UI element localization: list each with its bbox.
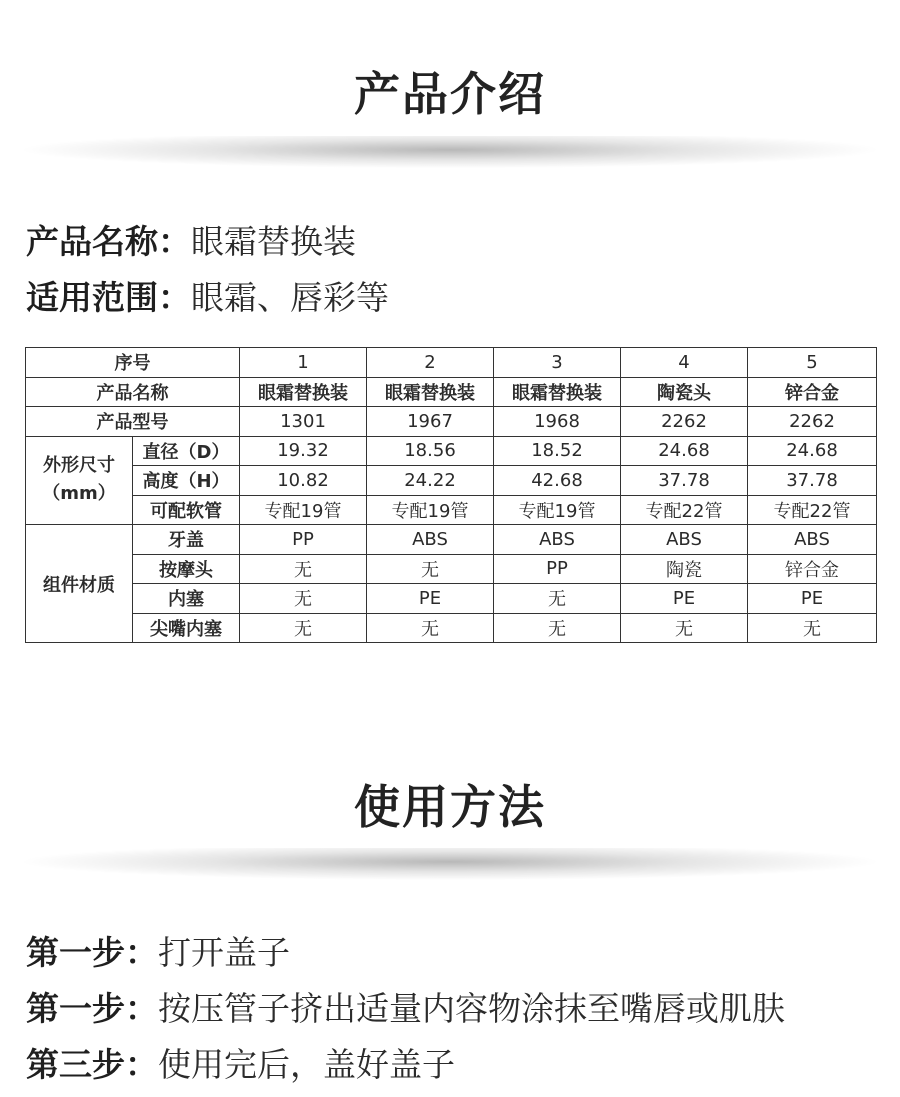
step-text: 按压管子挤出适量内容物涂抹至嘴唇或肌肤 <box>158 989 785 1028</box>
row-label-height: 高度（H） <box>133 466 240 496</box>
table-cell: PE <box>367 584 494 614</box>
group-label-size-line2: （mm） <box>42 483 116 505</box>
table-cell: 专配22管 <box>621 495 748 525</box>
table-cell: 1967 <box>367 407 494 437</box>
table-row <box>26 407 877 437</box>
row-label-serial: 序号 <box>26 348 240 378</box>
step-text: 打开盖子 <box>158 933 290 972</box>
table-cell: 1968 <box>494 407 621 437</box>
step-text: 使用完后，盖好盖子 <box>158 1045 455 1084</box>
usage-step <box>26 1039 455 1086</box>
table-cell: ABS <box>367 525 494 555</box>
table-row <box>26 436 877 466</box>
table-cell: 1301 <box>240 407 367 437</box>
scope-value: 眼霜、唇彩等 <box>191 278 389 317</box>
table-row <box>26 466 877 496</box>
table-cell: 无 <box>494 613 621 643</box>
table-cell: 陶瓷 <box>621 554 748 584</box>
title-shadow-divider <box>20 848 880 894</box>
spec-table <box>25 347 877 643</box>
table-cell: 专配22管 <box>748 495 877 525</box>
scope-label: 适用范围： <box>26 278 191 317</box>
table-cell: 无 <box>240 554 367 584</box>
table-cell: 5 <box>748 348 877 378</box>
table-cell: 无 <box>748 613 877 643</box>
table-cell: 3 <box>494 348 621 378</box>
table-cell: 锌合金 <box>748 377 877 407</box>
table-cell: ABS <box>494 525 621 555</box>
table-cell: 眼霜替换装 <box>494 377 621 407</box>
table-cell: 37.78 <box>621 466 748 496</box>
table-cell: 无 <box>367 554 494 584</box>
table-cell: 专配19管 <box>494 495 621 525</box>
table-cell: 陶瓷头 <box>621 377 748 407</box>
step-label: 第三步： <box>26 1045 158 1084</box>
table-cell: 37.78 <box>748 466 877 496</box>
table-cell: 2 <box>367 348 494 378</box>
table-row <box>26 525 877 555</box>
group-label-size-line1: 外形尺寸 <box>43 455 115 477</box>
group-label-size <box>26 436 133 525</box>
table-cell: 10.82 <box>240 466 367 496</box>
row-label-diameter: 直径（D） <box>133 436 240 466</box>
table-row <box>26 613 877 643</box>
table-cell: 1 <box>240 348 367 378</box>
table-cell: 专配19管 <box>240 495 367 525</box>
table-cell: 2262 <box>621 407 748 437</box>
table-cell: PP <box>240 525 367 555</box>
table-cell: PE <box>621 584 748 614</box>
table-cell: 4 <box>621 348 748 378</box>
table-cell: 眼霜替换装 <box>240 377 367 407</box>
product-name-line <box>26 216 356 263</box>
row-label-cap: 牙盖 <box>133 525 240 555</box>
title-shadow-divider <box>20 136 880 182</box>
table-row <box>26 348 877 378</box>
section-title-usage: 使用方法 <box>354 780 546 834</box>
table-cell: 无 <box>621 613 748 643</box>
table-cell: 无 <box>494 584 621 614</box>
table-cell: ABS <box>621 525 748 555</box>
table-cell: 24.22 <box>367 466 494 496</box>
group-label-material: 组件材质 <box>26 525 133 643</box>
table-cell: 无 <box>367 613 494 643</box>
product-name-value: 眼霜替换装 <box>191 222 356 261</box>
product-name-label: 产品名称： <box>26 222 191 261</box>
table-cell: 无 <box>240 584 367 614</box>
table-cell: PP <box>494 554 621 584</box>
table-row <box>26 495 877 525</box>
table-cell: 42.68 <box>494 466 621 496</box>
row-label-tip-plug: 尖嘴内塞 <box>133 613 240 643</box>
row-label-name: 产品名称 <box>26 377 240 407</box>
table-cell: 专配19管 <box>367 495 494 525</box>
table-cell: 锌合金 <box>748 554 877 584</box>
usage-step <box>26 927 290 974</box>
table-cell: 24.68 <box>748 436 877 466</box>
table-cell: 18.56 <box>367 436 494 466</box>
section-title-intro: 产品介绍 <box>354 67 546 121</box>
row-label-model: 产品型号 <box>26 407 240 437</box>
usage-step <box>26 983 785 1030</box>
step-label: 第一步： <box>26 989 158 1028</box>
table-row <box>26 554 877 584</box>
table-cell: 2262 <box>748 407 877 437</box>
row-label-plug: 内塞 <box>133 584 240 614</box>
step-label: 第一步： <box>26 933 158 972</box>
table-cell: 24.68 <box>621 436 748 466</box>
row-label-tube: 可配软管 <box>133 495 240 525</box>
table-cell: ABS <box>748 525 877 555</box>
table-row <box>26 584 877 614</box>
table-cell: 无 <box>240 613 367 643</box>
table-cell: PE <box>748 584 877 614</box>
table-cell: 眼霜替换装 <box>367 377 494 407</box>
scope-line <box>26 272 389 319</box>
table-cell: 18.52 <box>494 436 621 466</box>
row-label-massager: 按摩头 <box>133 554 240 584</box>
table-row <box>26 377 877 407</box>
table-cell: 19.32 <box>240 436 367 466</box>
